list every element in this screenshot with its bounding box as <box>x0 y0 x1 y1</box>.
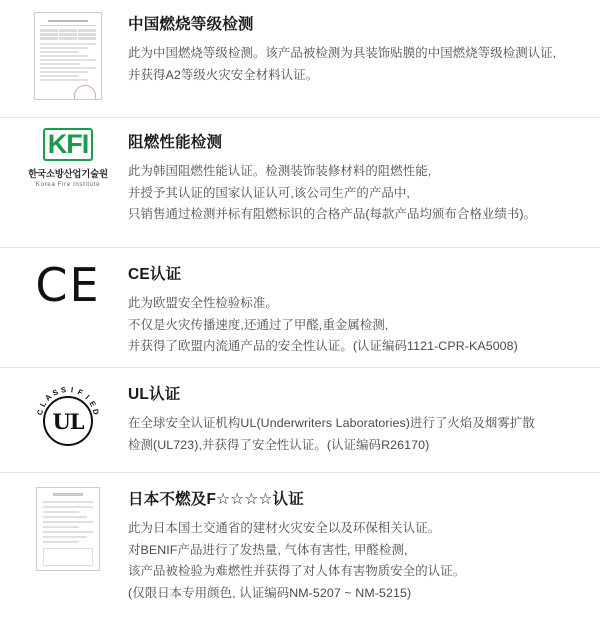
certification-title: CE认证 <box>128 266 182 283</box>
ul-classified-logo <box>32 382 104 454</box>
kfi-english-text: Korea Fire Institute <box>35 181 101 188</box>
jp-thumb-title-bar <box>53 493 83 496</box>
kfi-korean-text: 한국소방산업기술원 <box>28 168 108 179</box>
certification-description-line: 检测(UL723),并获得了安全性认证。(认证编码R26170) <box>128 437 430 452</box>
certification-row-ul <box>0 368 600 473</box>
certification-description-line: 此为中国燃烧等级检测。该产品被检测为具装饰贴膜的中国燃烧等级检测认证, <box>128 46 557 60</box>
certification-description-line: 此为日本国土交通省的建材火灾安全以及环保相关认证。 <box>128 521 441 535</box>
china-certificate-document-thumbnail <box>34 12 102 100</box>
doc-thumb-stamp <box>74 85 96 100</box>
certification-description-line: (仅限日本专用颜色, 认证编码NM-5207 ~ NM-5215) <box>128 586 412 601</box>
ce-mark-logo: CE <box>35 258 101 312</box>
certification-description-line: 在全球安全认证机构UL(Underwriters Laboratories)进行了火焰及烟雾扩散 <box>128 416 535 430</box>
japan-certificate-document-thumbnail <box>36 487 100 571</box>
certification-description-line: 并获得了欧盟内流通产品的安全性认证。(认证编码1121-CPR-KA5008) <box>128 339 518 354</box>
kfi-mark-text: KFI <box>47 129 89 159</box>
ul-mark-text: UL <box>43 396 93 446</box>
certification-text-cell <box>122 12 586 86</box>
certification-title: 日本不燃及F☆☆☆☆认证 <box>128 491 304 508</box>
certification-description-line: 对BENIF产品进行了发热量, 气体有害性, 甲醛检测, <box>128 542 408 557</box>
certification-row-china <box>0 0 600 118</box>
doc-thumb-grid <box>40 29 96 40</box>
jp-thumb-box <box>43 548 93 566</box>
doc-thumb-header <box>40 17 96 26</box>
certification-description-line: 并授予其认证的国家认证认可,该公司生产的产品中, <box>128 185 410 200</box>
kfi-logo <box>20 130 116 188</box>
certification-title: 中国燃烧等级检测 <box>128 16 254 33</box>
certification-description-line: 只销售通过检测并标有阻燃标识的合格产品(每款产品均颁布合格业绩书)。 <box>128 207 537 222</box>
certification-row-japan <box>0 473 600 641</box>
certification-row-ce <box>0 248 600 368</box>
certification-logo-cell <box>14 487 122 571</box>
certification-description-line: 不仅是火灾传播速度,还通过了甲醛,重金属检测, <box>128 317 389 332</box>
certification-logo-cell <box>14 12 122 100</box>
certification-description-line: 此为欧盟安全性检验标准。 <box>128 296 278 310</box>
certification-title: 阻燃性能检测 <box>128 134 223 151</box>
certification-row-kfi <box>0 118 600 248</box>
certification-text-cell <box>122 487 586 605</box>
certification-description-line: 并获得A2等级火灾安全材料认证。 <box>128 67 319 82</box>
certification-description-line: 此为韩国阻燃性能认证。检测装饰装修材料的阻燃性能, <box>128 164 432 178</box>
certification-text-cell <box>122 382 586 456</box>
jp-thumb-lines <box>43 501 93 543</box>
certification-text-cell <box>122 262 586 358</box>
doc-thumb-lines <box>40 43 96 81</box>
certification-logo-cell <box>14 382 122 454</box>
certification-description-line: 该产品被检验为难燃性并获得了对人体有害物质安全的认证。 <box>128 564 466 579</box>
certification-logo-cell <box>14 258 122 312</box>
certification-text-cell <box>122 130 586 226</box>
certification-title: UL认证 <box>128 386 181 403</box>
certification-logo-cell <box>14 130 122 188</box>
ul-classified-arc-text: C L A S S I F I E D <box>35 384 101 416</box>
